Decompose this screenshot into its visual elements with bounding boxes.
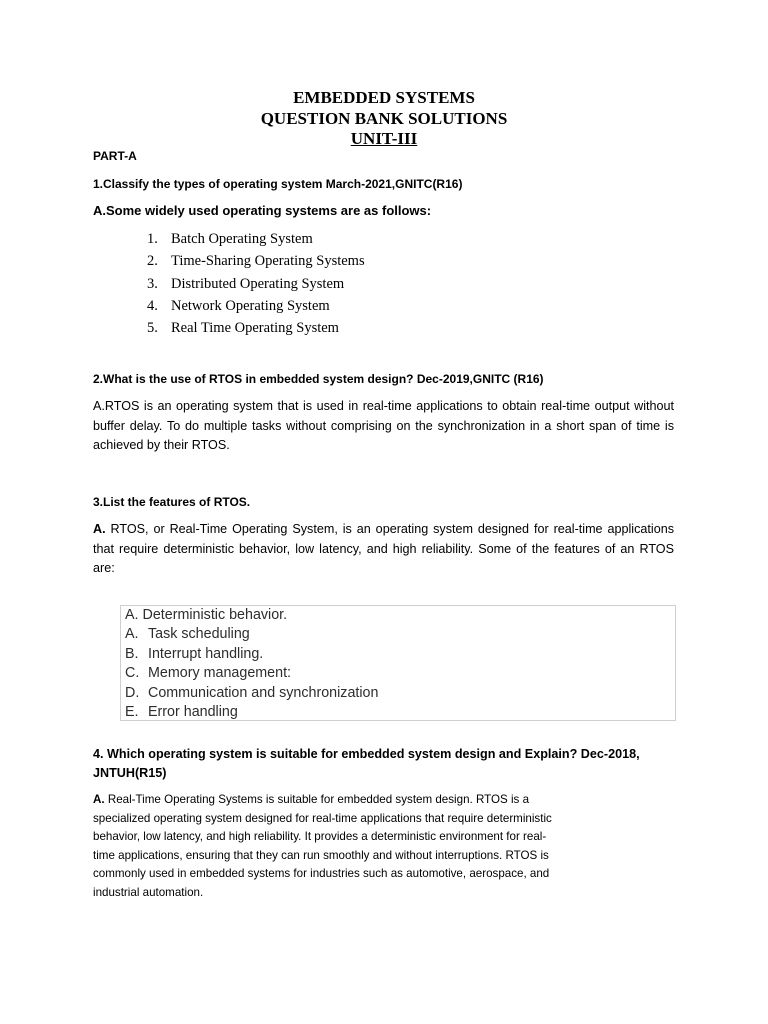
q1-question: 1.Classify the types of operating system March-2021,GNITC(R16) [93, 177, 463, 191]
part-label: PART-A [93, 149, 137, 163]
list-item: B. Interrupt handling. [125, 645, 264, 662]
q2-answer: A.RTOS is an operating system that is used in real-time applications to obtain real-time output without buffer delay. To do multiple tasks without comprising on the synchronization in a short span of time is achieved by their RTOS. [93, 399, 674, 452]
q4-answer-line: A. Real-Time Operating Systems is suitable for embedded system design. RTOS is a [93, 793, 530, 806]
q3-answer [93, 520, 674, 579]
answer-label: A. [93, 522, 106, 536]
doc-title-line-2: QUESTION BANK SOLUTIONS [260, 109, 508, 128]
q4-question: 4. Which operating system is suitable for embedded system design and Explain? Dec-2018, JNTUH(R15) [93, 747, 640, 780]
list-item: 4. Network Operating System [147, 297, 330, 314]
q3-question: 3.List the features of RTOS. [93, 495, 251, 509]
list-item: 2. Time-Sharing Operating Systems [147, 253, 365, 270]
q4-answer [93, 791, 653, 902]
q2-question: 2.What is the use of RTOS in embedded system design? Dec-2019,GNITC (R16) [93, 372, 544, 386]
doc-title-line-1: EMBEDDED SYSTEMS [293, 88, 475, 107]
q4-answer-line: specialized operating system designed for real-time applications that require deterministic [93, 811, 552, 825]
list-item: A. Task scheduling [125, 626, 250, 643]
q3-answer-text: RTOS, or Real-Time Operating System, is an operating system designed for real-time applications that require deterministic behavior, low latency, and high reliability. Some of the features of an RTOS are: [93, 522, 674, 575]
list-item: D. Communication and synchronization [125, 684, 379, 701]
q1-answer-intro: A.Some widely used operating systems are as follows: [93, 203, 432, 218]
os-types-list [147, 228, 365, 339]
rtos-features-list [125, 606, 378, 722]
doc-title-line-3: UNIT-III [350, 129, 418, 148]
q4-answer-line: behavior, low latency, and high reliability. It provides a deterministic environment for real- [93, 830, 547, 843]
list-item: 5. Real Time Operating System [147, 320, 339, 337]
list-item: 1. Batch Operating System [147, 231, 313, 247]
list-item: E. Error handling [125, 704, 238, 721]
list-item: A. Deterministic behavior. [125, 607, 288, 623]
list-item: C. Memory management: [125, 665, 292, 682]
q4-answer-line: time applications, ensuring that they can run smoothly and without interruptions. RTOS is [93, 848, 549, 862]
q4-answer-line: commonly used in embedded systems for industries such as automotive, aerospace, and [93, 867, 550, 880]
q4-answer-line: industrial automation. [93, 885, 204, 899]
list-item: 3. Distributed Operating System [147, 275, 345, 292]
rtos-features-box [120, 605, 676, 721]
